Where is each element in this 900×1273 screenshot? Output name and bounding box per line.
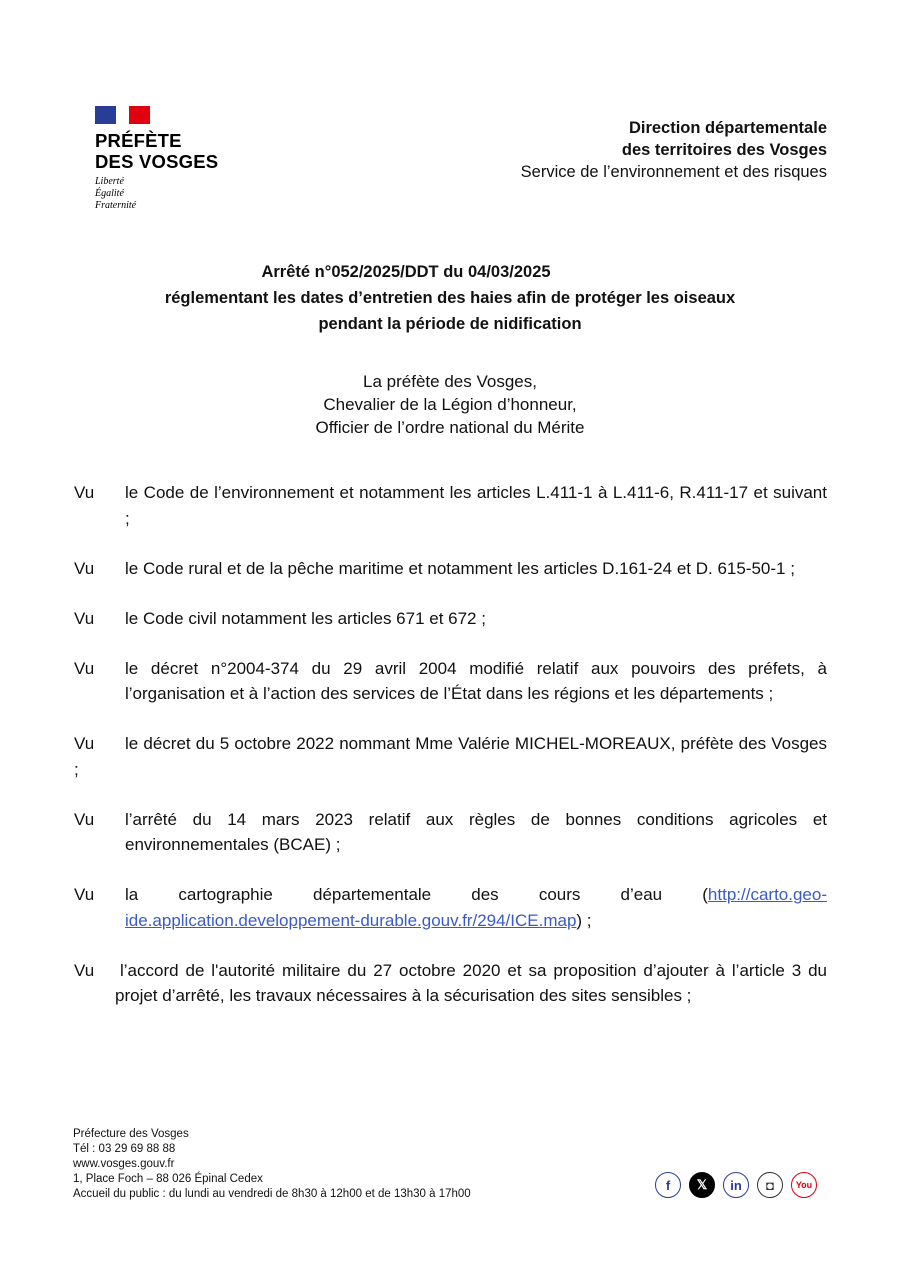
visa-item	[74, 807, 827, 858]
visa-text: le Code rural et de la pêche maritime et notamment les articles D.161-24 et D. 615-50-1 ;	[125, 558, 795, 578]
vu-label: Vu	[74, 608, 95, 628]
visa-text: l’accord de l'autorité militaire du 27 octobre 2020 et sa proposition d’ajouter à l’article 3 du projet d’arrêté, les travaux nécessaires à la sécurisation des sites sensibles ;	[115, 960, 827, 1005]
facebook-icon[interactable]: f	[655, 1172, 681, 1198]
motto-liberte: Liberté	[95, 176, 124, 187]
visa-text: le décret n°2004-374 du 29 avril 2004 modifié relatif aux pouvoirs des préfets, à l’organisation et à l’action des services de l’État dans les régions et les départements ;	[125, 658, 827, 703]
visa-item	[74, 556, 827, 582]
social-links	[655, 1172, 817, 1198]
linkedin-icon[interactable]: in	[723, 1172, 749, 1198]
footer-hours: Accueil du public : du lundi au vendredi de 8h30 à 12h00 et de 13h30 à 17h00	[73, 1188, 471, 1200]
preamble	[0, 370, 900, 439]
document-title	[0, 259, 900, 337]
footer-phone: Tél : 03 29 69 88 88	[73, 1143, 176, 1155]
visa-text: la cartographie départementale des cours d’eau (	[125, 885, 708, 904]
visa-text: l’arrêté du 14 mars 2023 relatif aux règles de bonnes conditions agricoles et environnementales (BCAE) ;	[125, 809, 827, 854]
logo-motto	[95, 176, 218, 212]
visa-text: le décret du 5 octobre 2022 nommant Mme Valérie MICHEL-MOREAUX, préfète des Vosges ;	[74, 734, 827, 779]
vu-label: Vu	[74, 734, 95, 753]
marianne-flag-icon	[95, 106, 150, 124]
title-line2: réglementant les dates d’entretien des haies afin de protéger les oiseaux	[164, 289, 736, 307]
footer-address: 1, Place Foch – 88 026 Épinal Cedex	[73, 1173, 263, 1185]
issuing-service	[521, 117, 827, 183]
cartography-link[interactable]: http://carto.geo-ide.application.developpement-durable.gouv.fr/294/ICE.map	[125, 885, 827, 930]
visa-text: le Code civil notamment les articles 671 et 672 ;	[125, 608, 486, 628]
vu-label: Vu	[74, 960, 95, 980]
visa-item	[74, 882, 827, 933]
header-line1: Direction départementale	[628, 119, 827, 137]
preamble-line1: La préfète des Vosges,	[363, 372, 537, 391]
preamble-line2: Chevalier de la Légion d’honneur,	[323, 395, 577, 414]
header-line3: Service de l’environnement et des risques	[520, 163, 827, 181]
youtube-icon[interactable]: You	[791, 1172, 817, 1198]
visa-item	[74, 958, 827, 1009]
title-line1: Arrêté n°052/2025/DDT du 04/03/2025	[261, 263, 551, 281]
motto-egalite: Égalité	[95, 188, 124, 199]
logo-name-line2: DES VOSGES	[95, 151, 219, 172]
x-twitter-icon[interactable]: 𝕏	[689, 1172, 715, 1198]
header-line2: des territoires des Vosges	[621, 141, 827, 159]
vu-label: Vu	[74, 885, 95, 904]
visa-item	[74, 606, 827, 632]
prefecture-logo	[95, 106, 218, 212]
visa-item	[74, 656, 827, 707]
footer-name: Préfecture des Vosges	[73, 1128, 189, 1140]
motto-fraternite: Fraternité	[95, 200, 137, 211]
visa-item	[74, 731, 827, 782]
visas-list	[74, 480, 827, 1033]
logo-name-line1: PRÉFÈTE	[95, 130, 182, 151]
footer-contact	[73, 1127, 471, 1202]
footer-website[interactable]: www.vosges.gouv.fr	[73, 1158, 175, 1170]
visa-item	[74, 480, 827, 531]
visa-text-end: ) ;	[576, 910, 592, 930]
vu-label: Vu	[74, 483, 95, 502]
logo-name	[95, 130, 218, 172]
vu-label: Vu	[74, 558, 95, 578]
instagram-icon[interactable]: ◘	[757, 1172, 783, 1198]
visa-text: le Code de l’environnement et notamment les articles L.411-1 à L.411-6, R.411-17 et suivant ;	[125, 483, 827, 528]
title-line3: pendant la période de nidification	[318, 315, 582, 333]
preamble-line3: Officier de l’ordre national du Mérite	[315, 418, 585, 437]
vu-label: Vu	[74, 658, 95, 678]
vu-label: Vu	[74, 809, 95, 829]
